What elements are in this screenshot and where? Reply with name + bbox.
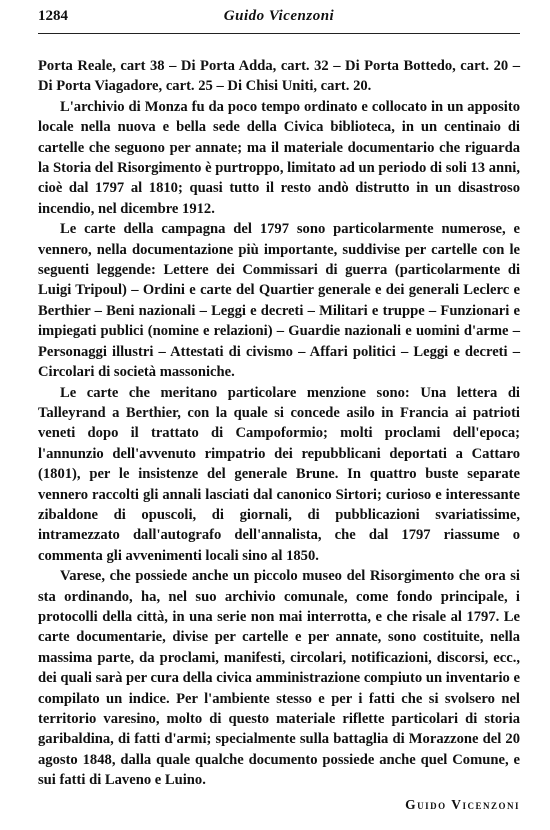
paragraph: Le carte della campagna del 1797 sono particolarmente numerose, e vennero, nella documentazione più importante, suddivise per cartelle con le seguenti leggende: Lettere dei Commissari di guerra (particolarmente di Luigi Tripoul) – Ordini e carte del Quartier generale e dei generali Leclerc e Berthier – Beni nazionali – Leggi e decreti – Militari e truppe – Funzionari e impiegati publici (nomine e relazioni) – Guardie nazionali e uomini d'arme – Personaggi illustri – Attestati di civismo – Affari politici – Leggi e decreti – Circolari di società massoniche. (38, 221, 520, 381)
body-text (38, 56, 520, 791)
paragraph: Varese, che possiede anche un piccolo museo del Risorgimento che ora si sta ordinando, ha, nel suo archivio comunale, come fondo principale, i protocolli della città, in una serie non mai interrotta, e che risale al 1797. Le carte documentarie, divise per cartelle e per annate, sono costituite, nella massima parte, da proclami, manifesti, circolari, notificazioni, discorsi, ecc., dei quali sarà per cura della civica amministrazione compiuto un inventario e compilato un indice. Per l'ambiente stesso e per i fatti che si svolsero nel territorio varesino, molto di questo materiale riflette particolari di storia garibaldina, di fatti d'armi; specialmente sulla battaglia di Morazzone del 20 agosto 1848, dalla quale qualche documento possiede anche quel Comune, e sui fatti di Laveno e Luino. (38, 568, 520, 789)
author-signature: Guido Vicenzoni (405, 797, 520, 812)
page-number: 1284 (38, 8, 68, 24)
running-title: Guido Vicenzoni (223, 8, 335, 24)
page-header (38, 8, 520, 30)
header-rule (38, 33, 520, 34)
paragraph: L'archivio di Monza fu da poco tempo ordinato e collocato in un apposito locale nella nuova e bella sede della Civica biblioteca, in un centinaio di cartelle che seguono per annate; ma il materiale documentario che riguarda la Storia del Risorgimento è purtroppo, limitato ad un periodo di soli 13 anni, cioè dal 1797 al 1810; quasi tutto il resto andò distrutto in un disastroso incendio, nel dicembre 1912. (38, 98, 520, 217)
paragraph: Porta Reale, cart 38 – Di Porta Adda, cart. 32 – Di Porta Bottedo, cart. 20 – Di Porta Viagadore, cart. 25 – Di Chisi Uniti, cart. 20. (38, 58, 520, 95)
paragraph: Le carte che meritano particolare menzione sono: Una lettera di Talleyrand a Berthier, con la quale si concede asilo in Francia ai patrioti veneti dopo il trattato di Campoformio; molti proclami dell'epoca; l'annunzio dell'avvenuto rimpatrio dei repubblicani deportati a Cattaro (1801), per le insistenze del generale Brune. In quattro buste separate vennero raccolti gli annali lasciati dal canonico Sirtori; curioso e interessante zibaldone di opuscoli, di giornali, di pubblicazioni svariatissime, intramezzato dall'autografo dell'annalista, che dal 1797 riassume o commenta gli avvenimenti locali sino al 1850. (38, 384, 520, 564)
